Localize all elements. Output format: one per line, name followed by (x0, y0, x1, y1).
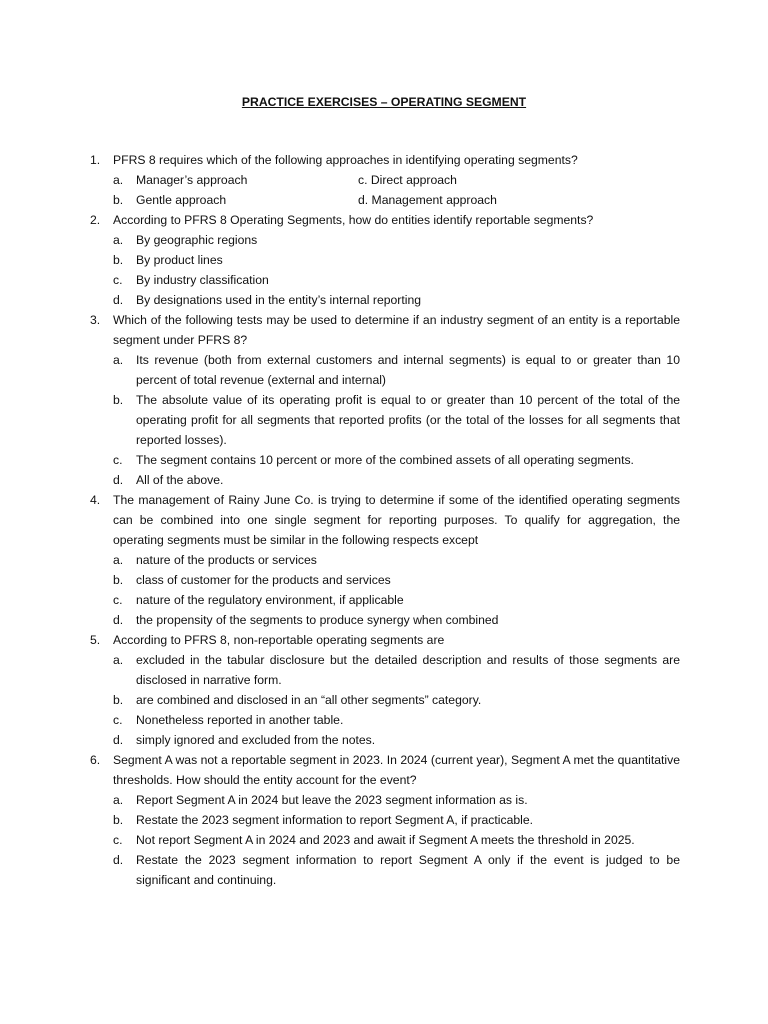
option-a (113, 350, 680, 390)
option-c (113, 710, 680, 730)
option-text: the propensity of the segments to produce synergy when combined (136, 613, 499, 627)
document-title: PRACTICE EXERCISES – OPERATING SEGMENT (241, 95, 527, 109)
option-letter: d. (113, 293, 124, 307)
option-text: Restate the 2023 segment information to report Segment A only if the event is judged to be significant and continuing. (136, 853, 680, 887)
option-letter: b. (113, 253, 124, 267)
question-text: According to PFRS 8 Operating Segments, how do entities identify reportable segments? (113, 213, 594, 227)
question-5 (0, 630, 768, 750)
question-number: 6. (90, 753, 101, 767)
option-a (113, 650, 680, 690)
option-text: simply ignored and excluded from the notes. (136, 733, 376, 747)
option-letter: c. (113, 273, 123, 287)
option-text: Restate the 2023 segment information to report Segment A, if practicable. (136, 813, 533, 827)
option-list (113, 230, 680, 310)
question-3 (0, 310, 768, 490)
option-letter: d. (113, 613, 124, 627)
option-c (113, 830, 680, 850)
question-text: The management of Rainy June Co. is trying to determine if some of the identified operating segments can be combined into one single segment for reporting purposes. To qualify for aggregation, the operating segments must be similar in the following respects except (113, 493, 680, 547)
option-b (113, 570, 680, 590)
option-text: Not report Segment A in 2024 and 2023 and await if Segment A meets the threshold in 2025. (136, 833, 635, 847)
option-letter: d. (113, 733, 124, 747)
option-text: The absolute value of its operating profit is equal to or greater than 10 percent of the total of the operating profit for all segments that reported profits (or the total of the losses for all segments that reported losses). (136, 393, 680, 447)
option-letter: b. (113, 573, 124, 587)
option-letter: a. (113, 653, 124, 667)
option-list (113, 650, 680, 750)
option-c (113, 270, 680, 290)
question-text: According to PFRS 8, non-reportable operating segments are (113, 633, 445, 647)
option-list (113, 350, 680, 490)
option-a (113, 550, 680, 570)
option-c: c. Direct approach (358, 173, 457, 187)
option-letter: d. (113, 473, 124, 487)
option-letter: a. (113, 793, 124, 807)
option-text: Its revenue (both from external customers and internal segments) is equal to or greater than 10 percent of total revenue (external and internal) (136, 353, 680, 387)
question-1 (0, 150, 768, 210)
question-4 (0, 490, 768, 630)
option-text: By geographic regions (136, 233, 258, 247)
option-text: The segment contains 10 percent or more of the combined assets of all operating segments. (136, 453, 634, 467)
option-letter: b. (113, 693, 124, 707)
option-text: Report Segment A in 2024 but leave the 2023 segment information as is. (136, 793, 528, 807)
option-text: Nonetheless reported in another table. (136, 713, 344, 727)
option-text: By product lines (136, 253, 223, 267)
option-letter: d. (113, 853, 124, 867)
question-number: 4. (90, 493, 101, 507)
question-text: PFRS 8 requires which of the following approaches in identifying operating segments? (113, 153, 578, 167)
option-row (113, 170, 680, 190)
option-text: are combined and disclosed in an “all other segments” category. (136, 693, 482, 707)
option-d (113, 730, 680, 750)
option-list (113, 170, 680, 210)
option-list (113, 550, 680, 630)
option-a (113, 230, 680, 250)
option-letter: a. (113, 173, 124, 187)
option-text: Gentle approach (136, 193, 227, 207)
option-text: By designations used in the entity’s internal reporting (136, 293, 422, 307)
option-d (113, 290, 680, 310)
option-d: d. Management approach (358, 193, 497, 207)
option-row (113, 190, 680, 210)
option-a (113, 170, 358, 190)
option-b (113, 690, 680, 710)
question-2 (0, 210, 768, 310)
option-d (113, 850, 680, 890)
option-text: By industry classification (136, 273, 269, 287)
option-b (113, 390, 680, 450)
option-text: Manager’s approach (136, 173, 248, 187)
option-letter: c. (113, 833, 123, 847)
option-text: nature of the regulatory environment, if applicable (136, 593, 404, 607)
option-b (113, 810, 680, 830)
option-letter: c. (113, 453, 123, 467)
question-number: 3. (90, 313, 101, 327)
option-letter: a. (113, 233, 124, 247)
option-text: excluded in the tabular disclosure but the detailed description and results of those segments are disclosed in narrative form. (136, 653, 680, 687)
option-d (113, 470, 680, 490)
option-list (113, 790, 680, 890)
option-text: nature of the products or services (136, 553, 317, 567)
question-number: 5. (90, 633, 101, 647)
option-letter: a. (113, 353, 124, 367)
question-list (0, 150, 768, 890)
option-a (113, 790, 680, 810)
option-letter: b. (113, 813, 124, 827)
question-text: Which of the following tests may be used to determine if an industry segment of an entity is a reportable segment under PFRS 8? (113, 313, 680, 347)
option-b (113, 250, 680, 270)
question-6 (0, 750, 768, 890)
option-letter: c. (113, 713, 123, 727)
question-text: Segment A was not a reportable segment in 2023. In 2024 (current year), Segment A met the quantitative thresholds. How should the entity account for the event? (113, 753, 680, 787)
option-d (113, 610, 680, 630)
option-text: class of customer for the products and services (136, 573, 391, 587)
option-letter: b. (113, 193, 124, 207)
question-number: 1. (90, 153, 101, 167)
option-c (113, 590, 680, 610)
option-letter: c. (113, 593, 123, 607)
option-b (113, 190, 358, 210)
question-number: 2. (90, 213, 101, 227)
option-c (113, 450, 680, 470)
option-letter: b. (113, 393, 124, 407)
option-letter: a. (113, 553, 124, 567)
option-text: All of the above. (136, 473, 224, 487)
